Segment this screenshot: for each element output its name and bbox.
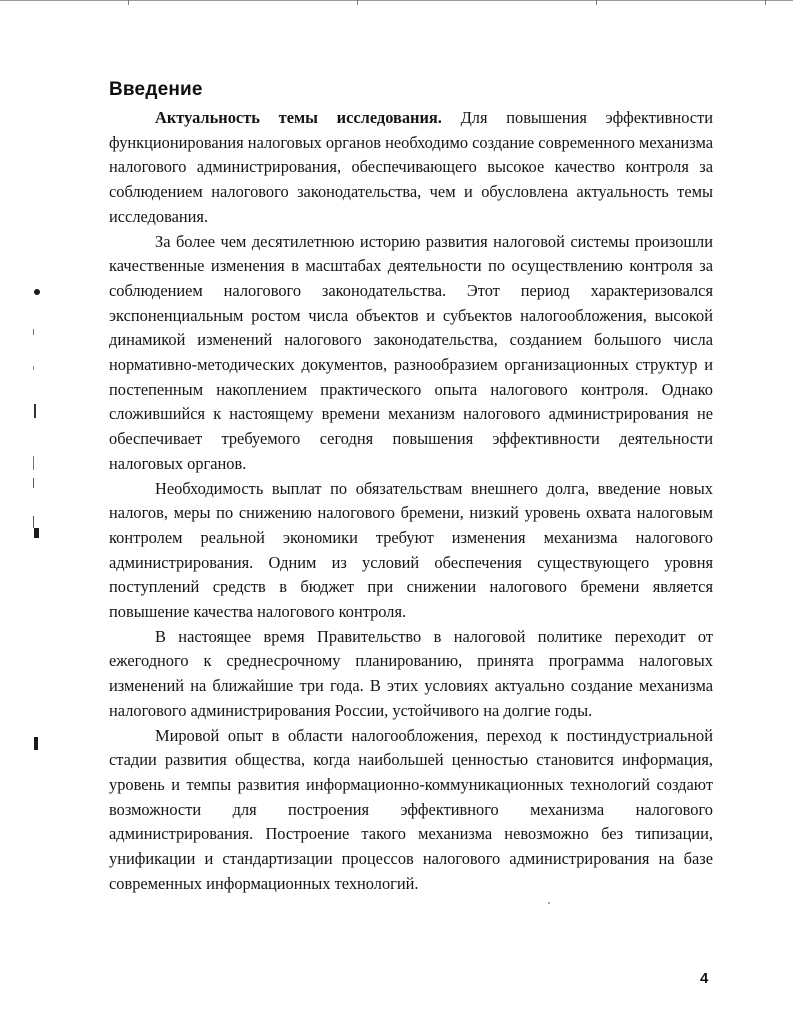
margin-tick [33,516,34,528]
margin-dot [34,289,40,295]
margin-tick [33,478,34,488]
margin-bracket [34,404,36,418]
margin-arrow [34,528,39,538]
paragraph-1 [109,106,713,230]
scan-speck [548,902,550,904]
paragraph-text: Для повышения эффективности функционирования налоговых органов необходимо создание современного механизма налогового администрирования, обеспечивающего высокое качество контроля за соблюдением налогового законодательства, чем и обусловлена актуальность темы исследования. [109,108,714,226]
scan-tick [596,0,597,5]
paragraph-5: Мировой опыт в области налогообложения, переход к постиндустриальной стадии развития общества, когда наибольшей ценностью становится информация, уровень и темпы развития информационно-коммуникационных технологий создают возможности для построения эффективного механизма налогового администрирования. Построение такого механизма невозможно без типизации, унификации и стандартизации процессов налогового администрирования на базе современных информационных технологий. [109,725,713,893]
scan-top-rule [0,0,793,1]
scan-tick [765,0,766,5]
paragraph-4: В настоящее время Правительство в налоговой политике переходит от ежегодного к среднесрочному планированию, принята программа налоговых изменений на ближайшие три года. В этих условиях актуально создание механизма налогового администрирования России, устойчивого на долгие годы. [109,626,713,720]
body-text [109,106,713,897]
page-number: 4 [700,970,709,987]
margin-tick [33,366,34,370]
paragraph-3: Необходимость выплат по обязательствам внешнего долга, введение новых налогов, меры по снижению налогового бремени, низкий уровень охвата налоговым контролем реальной экономики требуют изменения механизма налогового администрирования. Одним из условий обеспечения существующего уровня поступлений средств в бюджет при снижении налогового бремени является повышение качества налогового контроля. [109,478,713,622]
margin-tick [33,456,34,470]
margin-arrow [34,737,38,750]
paragraph-lead: Актуальность темы исследования. [155,108,442,127]
margin-tick [33,329,34,335]
section-heading: Введение [109,79,203,100]
scan-tick [357,0,358,5]
scan-tick [128,0,129,5]
paragraph-2: За более чем десятилетнюю историю развития налоговой системы произошли качественные изменения в масштабах деятельности по осуществлению контроля за соблюдением налогового законодательства. Этот период характеризовался экспоненциальным ростом числа объектов и субъектов налогообложения, высокой динамикой изменений налогового законодательства, созданием большого числа нормативно-методических документов, разнообразием организационных структур и постепенным накоплением практического опыта налогового контроля. Однако сложившийся к настоящему времени механизм налогового администрирования не обеспечивает требуемого сегодня повышения эффективности деятельности налоговых органов. [109,231,713,473]
